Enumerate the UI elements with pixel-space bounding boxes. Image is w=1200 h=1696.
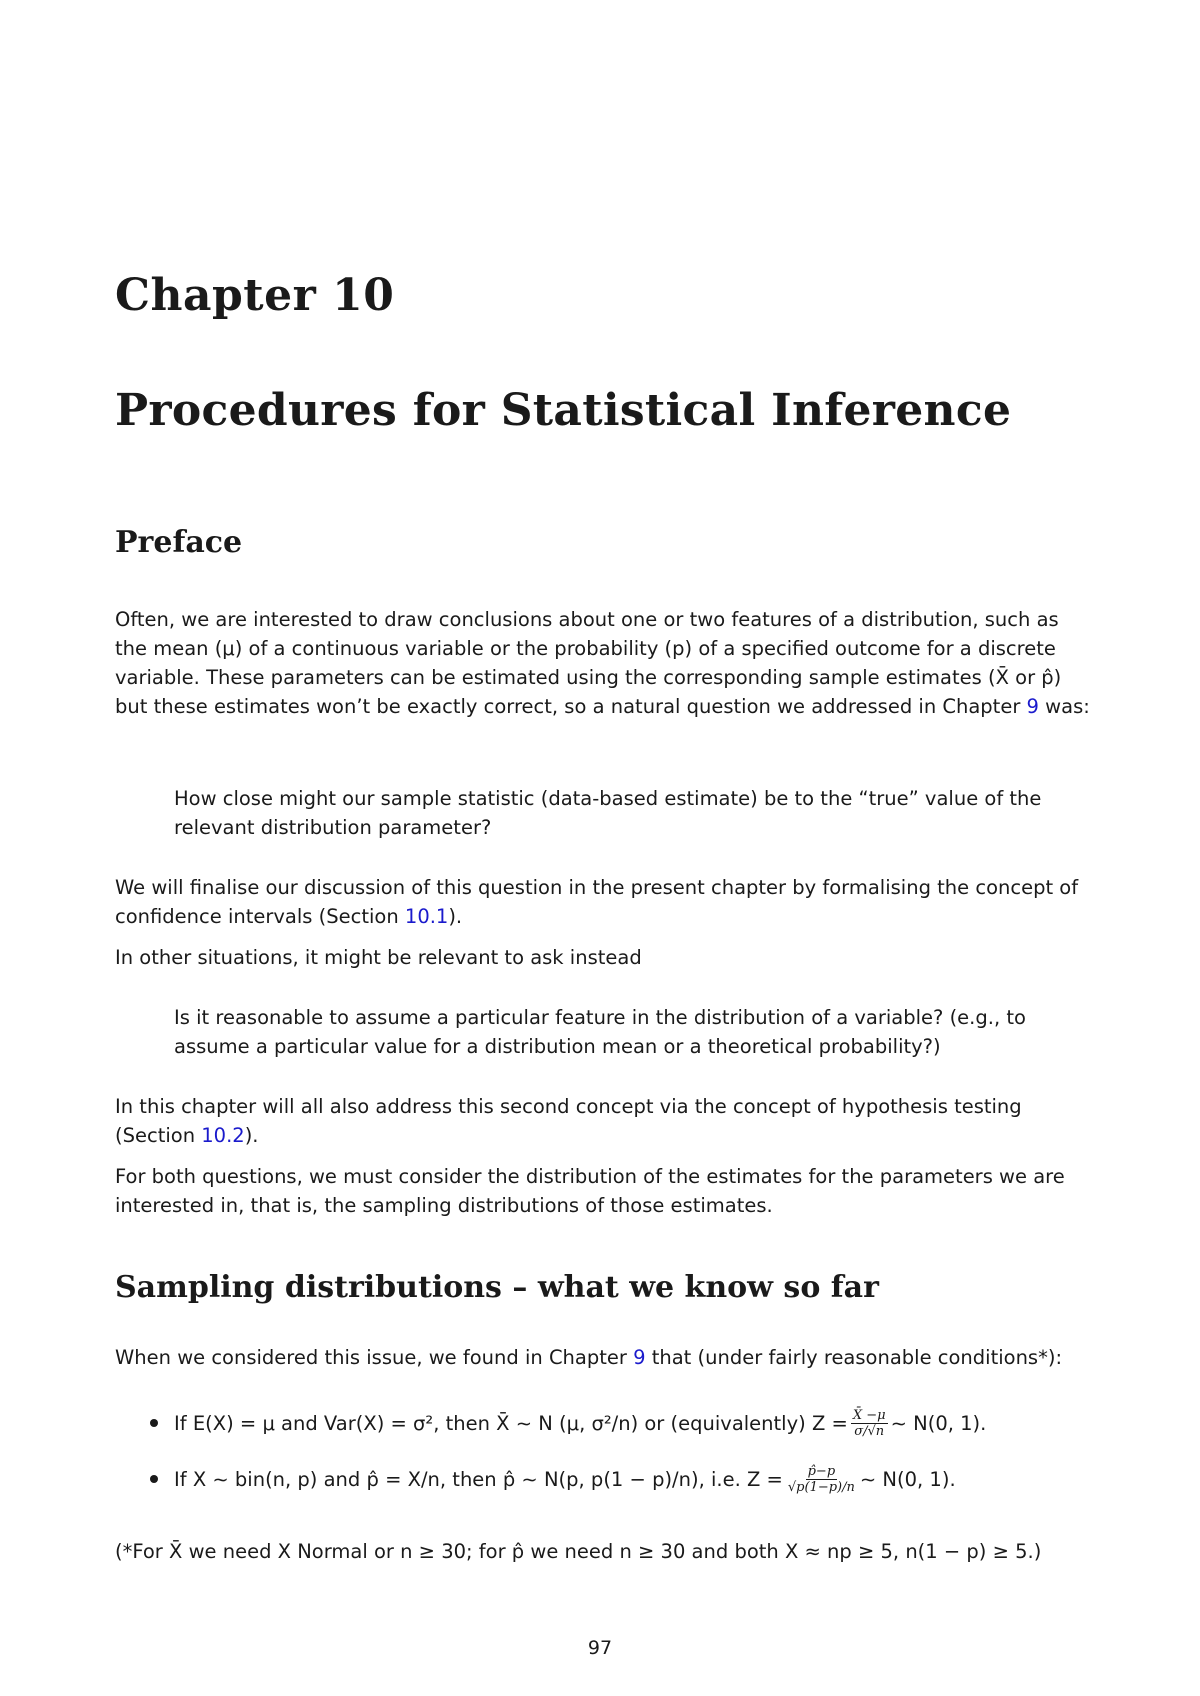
- chapter-9-link-2[interactable]: 9: [633, 1346, 646, 1369]
- section-10-2-link[interactable]: 10.2: [201, 1124, 245, 1147]
- sampling-intro-text-b: that (under fairly reasonable conditions*):: [645, 1346, 1063, 1369]
- bullet-1-text-a: If E(X) = μ and Var(X) = σ², then X̄ ∼ N (μ, σ²/n) or (equivalently) Z =: [174, 1411, 848, 1435]
- preface-heading: Preface: [115, 525, 243, 560]
- sampling-intro: [115, 1343, 1095, 1372]
- page-number: 97: [587, 1637, 613, 1659]
- section-10-1-link[interactable]: 10.1: [404, 905, 449, 928]
- chapter-9-link[interactable]: 9: [1026, 695, 1039, 718]
- preface-p1-text-a: Often, we are interested to draw conclusions about one or two features of a distribution, such as the mean (μ) of a continuous variable or the probability (p) of a specified outcome for a discrete variable. These parameters can be estimated using the corresponding sample estimates (X̄ or p̂) but these estimates won’t be exactly correct, so a natural question we addressed in Chapter: [115, 608, 1062, 718]
- sampling-intro-text-a: When we considered this issue, we found in Chapter: [115, 1346, 634, 1369]
- chapter-label: Chapter 10: [115, 270, 395, 321]
- conditions-footnote: (*For X̄ we need X Normal or n ≥ 30; for p̂ we need n ≥ 30 and both X ≈ np ≥ 5, n(1 − p) ≥ 5.): [115, 1540, 1042, 1563]
- sampling-bullet-list: [150, 1395, 1100, 1507]
- preface-p2-text-a: We will finalise our discussion of this question in the present chapter by formalising the concept of confidence intervals (Section: [115, 876, 1079, 928]
- preface-paragraph-1: [115, 605, 1095, 721]
- bullet-dot: [150, 1475, 158, 1483]
- preface-p4-text-b: ).: [244, 1124, 259, 1147]
- preface-p1-text-b: was:: [1038, 695, 1090, 718]
- preface-paragraph-3: In other situations, it might be relevant to ask instead: [115, 946, 642, 969]
- question-quote-1: How close might our sample statistic (data-based estimate) be to the “true” value of the relevant distribution parameter?: [174, 787, 1042, 839]
- preface-paragraph-4: [115, 1092, 1095, 1150]
- fraction-numerator: X̄ −μ: [852, 1407, 886, 1423]
- fraction-numerator: p̂−p: [807, 1463, 836, 1479]
- fraction-denominator: σ/√n: [854, 1423, 885, 1439]
- bullet-item-mean: [150, 1395, 1100, 1451]
- z-fraction-proportion: [786, 1464, 857, 1495]
- preface-paragraph-2: [115, 873, 1095, 931]
- question-quote-2: Is it reasonable to assume a particular feature in the distribution of a variable? (e.g., to assume a particular value for a distribution mean or a theoretical probability?): [174, 1006, 1026, 1058]
- z-fraction-mean: [851, 1408, 888, 1439]
- bullet-2-text-b: ∼ N(0, 1).: [859, 1467, 956, 1491]
- preface-paragraph-5: For both questions, we must consider the distribution of the estimates for the parameters we are interested in, that is, the sampling distributions of those estimates.: [115, 1165, 1065, 1217]
- sampling-heading: Sampling distributions – what we know so far: [115, 1270, 879, 1305]
- bullet-2-text-a: If X ∼ bin(n, p) and p̂ = X/n, then p̂ ∼ N(p, p(1 − p)/n), i.e. Z =: [174, 1467, 783, 1491]
- bullet-dot: [150, 1419, 158, 1427]
- fraction-denominator: √p(1−p)/n: [787, 1479, 855, 1495]
- bullet-1-text-b: ∼ N(0, 1).: [890, 1411, 987, 1435]
- bullet-item-proportion: [150, 1451, 1100, 1507]
- preface-p4-text-a: In this chapter will all also address this second concept via the concept of hypothesis testing (Section: [115, 1095, 1022, 1147]
- chapter-title: Procedures for Statistical Inference: [115, 385, 1012, 436]
- preface-p2-text-b: ).: [448, 905, 463, 928]
